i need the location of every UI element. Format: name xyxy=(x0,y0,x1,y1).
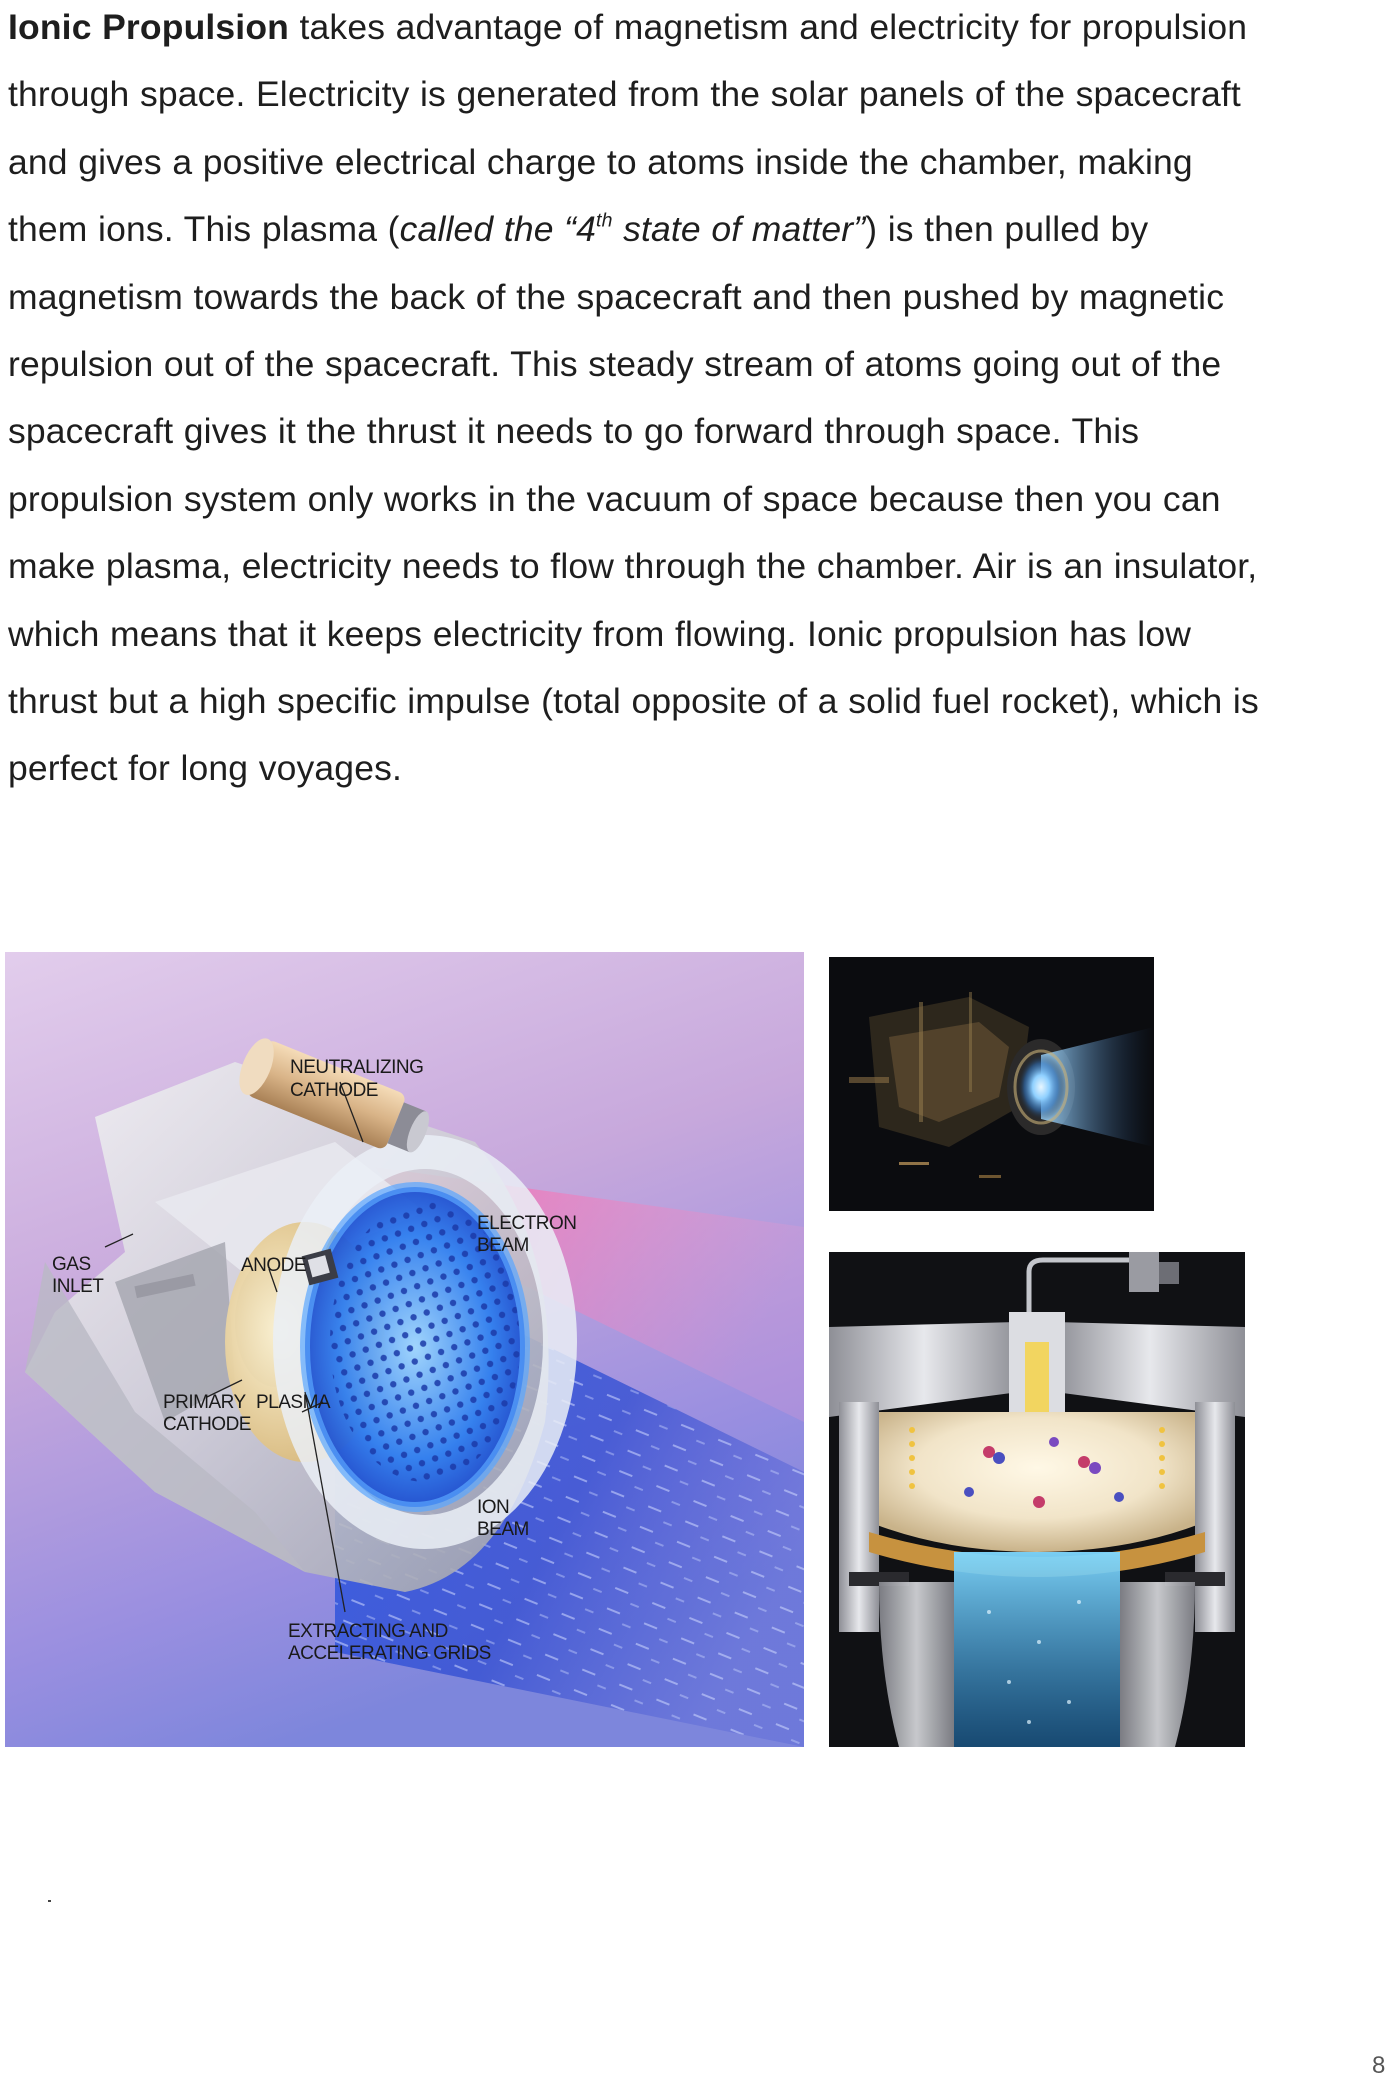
label-anode: ANODE xyxy=(241,1255,307,1276)
ion-engine-firing-image xyxy=(829,957,1154,1211)
label-ion-beam-line2: BEAM xyxy=(477,1519,529,1540)
label-neutralizing-cathode-line1: NEUTRALIZING xyxy=(290,1057,424,1078)
label-plasma: PLASMA xyxy=(256,1392,331,1413)
scan-speck xyxy=(48,1900,51,1902)
italic-aside xyxy=(400,209,866,249)
lead-term: Ionic Propulsion xyxy=(8,7,289,47)
label-neutralizing-cathode-line2: CATHODE xyxy=(290,1080,378,1101)
body-paragraph xyxy=(8,0,1270,803)
label-primary-cathode-line1: PRIMARY xyxy=(163,1392,246,1413)
thruster-cutaway-image xyxy=(829,1252,1245,1747)
paragraph-text-part-2: ) is then pulled by magnetism towards the back of the spacecraft and then pushed by magnetic repulsion out of the spacecraft. This steady stream of atoms going out of the spacecraft gives it the thrust it needs to go forward through space. This propulsion system only works in the vacuum of space because then you can make plasma, electricity needs to flow through the chamber. Air is an insulator, which means that it keeps electricity from flowing. Ionic propulsion has low thrust but a high specific impulse (total opposite of a solid fuel rocket), which is perfect for long voyages. xyxy=(8,209,1259,789)
label-electron-beam-line1: ELECTRON xyxy=(477,1213,577,1234)
label-ion-beam-line1: ION xyxy=(477,1497,510,1518)
superscript-th: th xyxy=(596,209,613,232)
label-gas-inlet-line2: INLET xyxy=(52,1276,104,1297)
page-number-mark: 8 xyxy=(1372,2052,1386,2079)
label-grids-line1: EXTRACTING AND xyxy=(288,1621,448,1642)
ion-engine-photo xyxy=(829,957,1154,1211)
italic-aside-part-1: called the “4 xyxy=(399,209,597,250)
paragraph-text-part-1: takes advantage of magnetism and electricity for propulsion through space. Electricity is generated from the solar panels of the spacecraft and gives a positive electrical charge to atoms inside the chamber, making them ions. This plasma ( xyxy=(8,7,1248,250)
label-grids-line2: ACCELERATING GRIDS xyxy=(288,1643,491,1664)
label-gas-inlet-line1: GAS xyxy=(52,1254,91,1275)
ion-thruster-illustration xyxy=(5,952,804,1747)
thruster-cutaway-illustration xyxy=(829,1252,1245,1747)
label-electron-beam-line2: BEAM xyxy=(477,1235,529,1256)
ion-thruster-diagram xyxy=(5,952,804,1747)
italic-aside-part-2: state of matter” xyxy=(612,209,866,250)
label-primary-cathode-line2: CATHODE xyxy=(163,1414,251,1435)
